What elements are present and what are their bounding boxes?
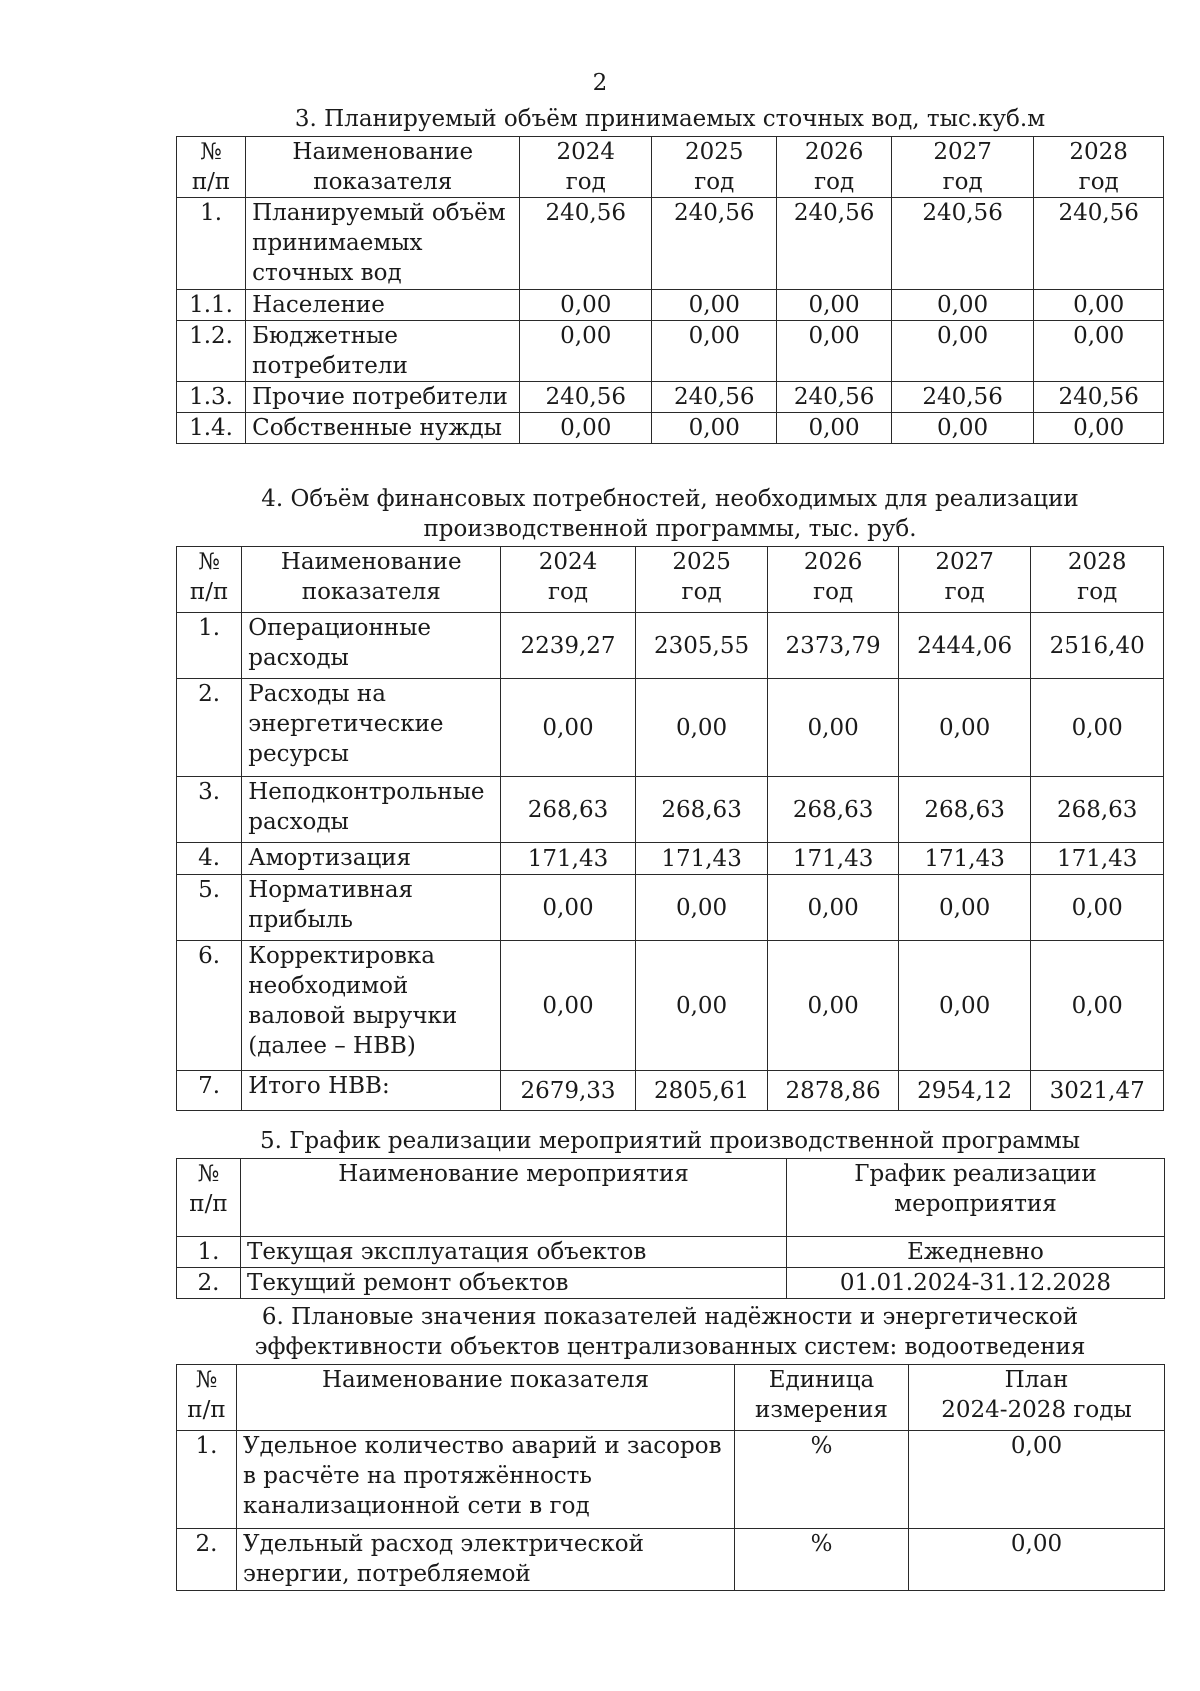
row-value: 240,56	[777, 198, 891, 290]
row-value: 0,00	[501, 679, 636, 777]
row-num: 7.	[177, 1071, 242, 1111]
row-num: 1.3.	[177, 382, 246, 413]
table-row	[177, 613, 1164, 679]
header-year: 2026 год	[768, 547, 899, 613]
row-value: 2516,40	[1031, 613, 1164, 679]
row-num: 6.	[177, 941, 242, 1071]
row-num: 1.	[177, 198, 246, 290]
row-name: Бюджетные потребители	[246, 321, 520, 382]
section3-title: 3. Планируемый объём принимаемых сточных вод, тыс.куб.м	[294, 106, 1046, 132]
row-value: 268,63	[501, 777, 636, 843]
row-num: 1.1.	[177, 290, 246, 321]
row-unit: %	[735, 1529, 909, 1591]
row-value: 2305,55	[635, 613, 768, 679]
section5-table	[176, 1158, 1165, 1299]
table-row	[177, 875, 1164, 941]
row-num: 1.4.	[177, 413, 246, 444]
row-value: 0,00	[777, 321, 891, 382]
row-value: 0,00	[635, 875, 768, 941]
row-value: 0,00	[1031, 875, 1164, 941]
row-value: 0,00	[777, 413, 891, 444]
row-num: 1.	[177, 613, 242, 679]
row-plan: 0,00	[909, 1431, 1165, 1529]
table-row	[177, 198, 1164, 290]
table-row	[177, 1237, 1165, 1268]
row-value: 2954,12	[898, 1071, 1031, 1111]
table-header-row	[177, 1365, 1165, 1431]
section6-table	[176, 1364, 1165, 1591]
row-num: 2.	[177, 1529, 237, 1591]
row-name: Население	[246, 290, 520, 321]
row-value: 171,43	[768, 843, 899, 875]
row-value: 240,56	[520, 198, 652, 290]
row-value: 0,00	[777, 290, 891, 321]
row-num: 1.	[177, 1431, 237, 1529]
row-name: Текущий ремонт объектов	[241, 1268, 787, 1299]
row-value: 0,00	[652, 413, 777, 444]
row-value: 0,00	[768, 941, 899, 1071]
row-value: 0,00	[635, 679, 768, 777]
row-value: 0,00	[1031, 941, 1164, 1071]
row-name: Неподконтрольные расходы	[242, 777, 501, 843]
row-unit: %	[735, 1431, 909, 1529]
row-value: 0,00	[891, 413, 1034, 444]
row-value: 0,00	[898, 679, 1031, 777]
row-value: 0,00	[898, 875, 1031, 941]
row-value: 2805,61	[635, 1071, 768, 1111]
row-value: 240,56	[891, 198, 1034, 290]
page-number: 2	[592, 70, 608, 96]
table-row	[177, 777, 1164, 843]
row-value: 2679,33	[501, 1071, 636, 1111]
table-header-row	[177, 1159, 1165, 1237]
row-name: Удельное количество аварий и засоров в расчёте на протяжённость канализационной сети в год	[237, 1431, 735, 1529]
row-value: 0,00	[1034, 413, 1164, 444]
table-row	[177, 1268, 1165, 1299]
row-value: 0,00	[768, 679, 899, 777]
header-year: 2024 год	[501, 547, 636, 613]
row-value: 268,63	[635, 777, 768, 843]
table-row	[177, 1071, 1164, 1111]
row-value: 0,00	[520, 321, 652, 382]
row-num: 2.	[177, 679, 242, 777]
row-value: 171,43	[501, 843, 636, 875]
row-name: Амортизация	[242, 843, 501, 875]
row-schedule: Ежедневно	[787, 1237, 1165, 1268]
row-value: 240,56	[1034, 382, 1164, 413]
row-value: 240,56	[652, 198, 777, 290]
row-value: 268,63	[768, 777, 899, 843]
row-value: 0,00	[501, 875, 636, 941]
row-num: 1.2.	[177, 321, 246, 382]
row-value: 171,43	[635, 843, 768, 875]
header-schedule: График реализации мероприятия	[787, 1159, 1165, 1237]
row-num: 4.	[177, 843, 242, 875]
row-value: 0,00	[898, 941, 1031, 1071]
row-value: 0,00	[652, 290, 777, 321]
header-year: 2027 год	[891, 137, 1034, 198]
row-name: Расходы на энергетические ресурсы	[242, 679, 501, 777]
table-row	[177, 679, 1164, 777]
row-value: 0,00	[891, 290, 1034, 321]
section3-table	[176, 136, 1164, 444]
row-name: Операционные расходы	[242, 613, 501, 679]
row-value: 0,00	[768, 875, 899, 941]
row-value: 0,00	[652, 321, 777, 382]
row-value: 240,56	[891, 382, 1034, 413]
header-name: Наименование показателя	[242, 547, 501, 613]
header-plan: План 2024-2028 годы	[909, 1365, 1165, 1431]
row-value: 2373,79	[768, 613, 899, 679]
table-row	[177, 290, 1164, 321]
row-name: Текущая эксплуатация объектов	[241, 1237, 787, 1268]
row-value: 171,43	[1031, 843, 1164, 875]
row-name: Нормативная прибыль	[242, 875, 501, 941]
row-value: 268,63	[898, 777, 1031, 843]
section4-title: 4. Объём финансовых потребностей, необходимых для реализации производственной программы, тыс. руб.	[261, 486, 1079, 542]
row-num: 1.	[177, 1237, 241, 1268]
header-year: 2024 год	[520, 137, 652, 198]
row-value: 268,63	[1031, 777, 1164, 843]
row-name: Прочие потребители	[246, 382, 520, 413]
header-year: 2025 год	[652, 137, 777, 198]
header-num: № п/п	[177, 547, 242, 613]
row-plan: 0,00	[909, 1529, 1165, 1591]
header-year: 2028 год	[1034, 137, 1164, 198]
row-num: 2.	[177, 1268, 241, 1299]
row-schedule: 01.01.2024-31.12.2028	[787, 1268, 1165, 1299]
table-header-row	[177, 137, 1164, 198]
row-value: 240,56	[1034, 198, 1164, 290]
row-value: 0,00	[520, 290, 652, 321]
section5-title: 5. График реализации мероприятий производственной программы	[259, 1128, 1081, 1154]
row-value: 0,00	[520, 413, 652, 444]
section6-title: 6. Плановые значения показателей надёжности и энергетической эффективности объектов централизованных систем: водоотведения	[254, 1304, 1086, 1360]
row-value: 240,56	[777, 382, 891, 413]
row-value: 0,00	[1031, 679, 1164, 777]
row-value: 0,00	[1034, 321, 1164, 382]
row-num: 3.	[177, 777, 242, 843]
header-name: Наименование показателя	[237, 1365, 735, 1431]
row-value: 171,43	[898, 843, 1031, 875]
table-row	[177, 382, 1164, 413]
row-value: 0,00	[501, 941, 636, 1071]
header-year: 2025 год	[635, 547, 768, 613]
row-value: 0,00	[891, 321, 1034, 382]
row-value: 240,56	[652, 382, 777, 413]
header-year: 2026 год	[777, 137, 891, 198]
header-num: № п/п	[177, 1159, 241, 1237]
row-value: 3021,47	[1031, 1071, 1164, 1111]
table-row	[177, 941, 1164, 1071]
table-row	[177, 1431, 1165, 1529]
row-value: 2878,86	[768, 1071, 899, 1111]
table-row	[177, 843, 1164, 875]
row-num: 5.	[177, 875, 242, 941]
table-header-row	[177, 547, 1164, 613]
row-name: Собственные нужды	[246, 413, 520, 444]
table-row	[177, 321, 1164, 382]
table-row	[177, 1529, 1165, 1591]
header-name: Наименование мероприятия	[241, 1159, 787, 1237]
row-value: 2444,06	[898, 613, 1031, 679]
table-row	[177, 413, 1164, 444]
row-name: Удельный расход электрической энергии, потребляемой	[237, 1529, 735, 1591]
row-value: 0,00	[1034, 290, 1164, 321]
header-name: Наименование показателя	[246, 137, 520, 198]
row-name: Корректировка необходимой валовой выручки (далее – НВВ)	[242, 941, 501, 1071]
header-year: 2027 год	[898, 547, 1031, 613]
section4-table	[176, 546, 1164, 1111]
header-year: 2028 год	[1031, 547, 1164, 613]
header-num: № п/п	[177, 1365, 237, 1431]
row-value: 0,00	[635, 941, 768, 1071]
row-value: 2239,27	[501, 613, 636, 679]
header-num: № п/п	[177, 137, 246, 198]
row-value: 240,56	[520, 382, 652, 413]
row-name: Итого НВВ:	[242, 1071, 501, 1111]
header-unit: Единица измерения	[735, 1365, 909, 1431]
row-name: Планируемый объём принимаемых сточных вод	[246, 198, 520, 290]
